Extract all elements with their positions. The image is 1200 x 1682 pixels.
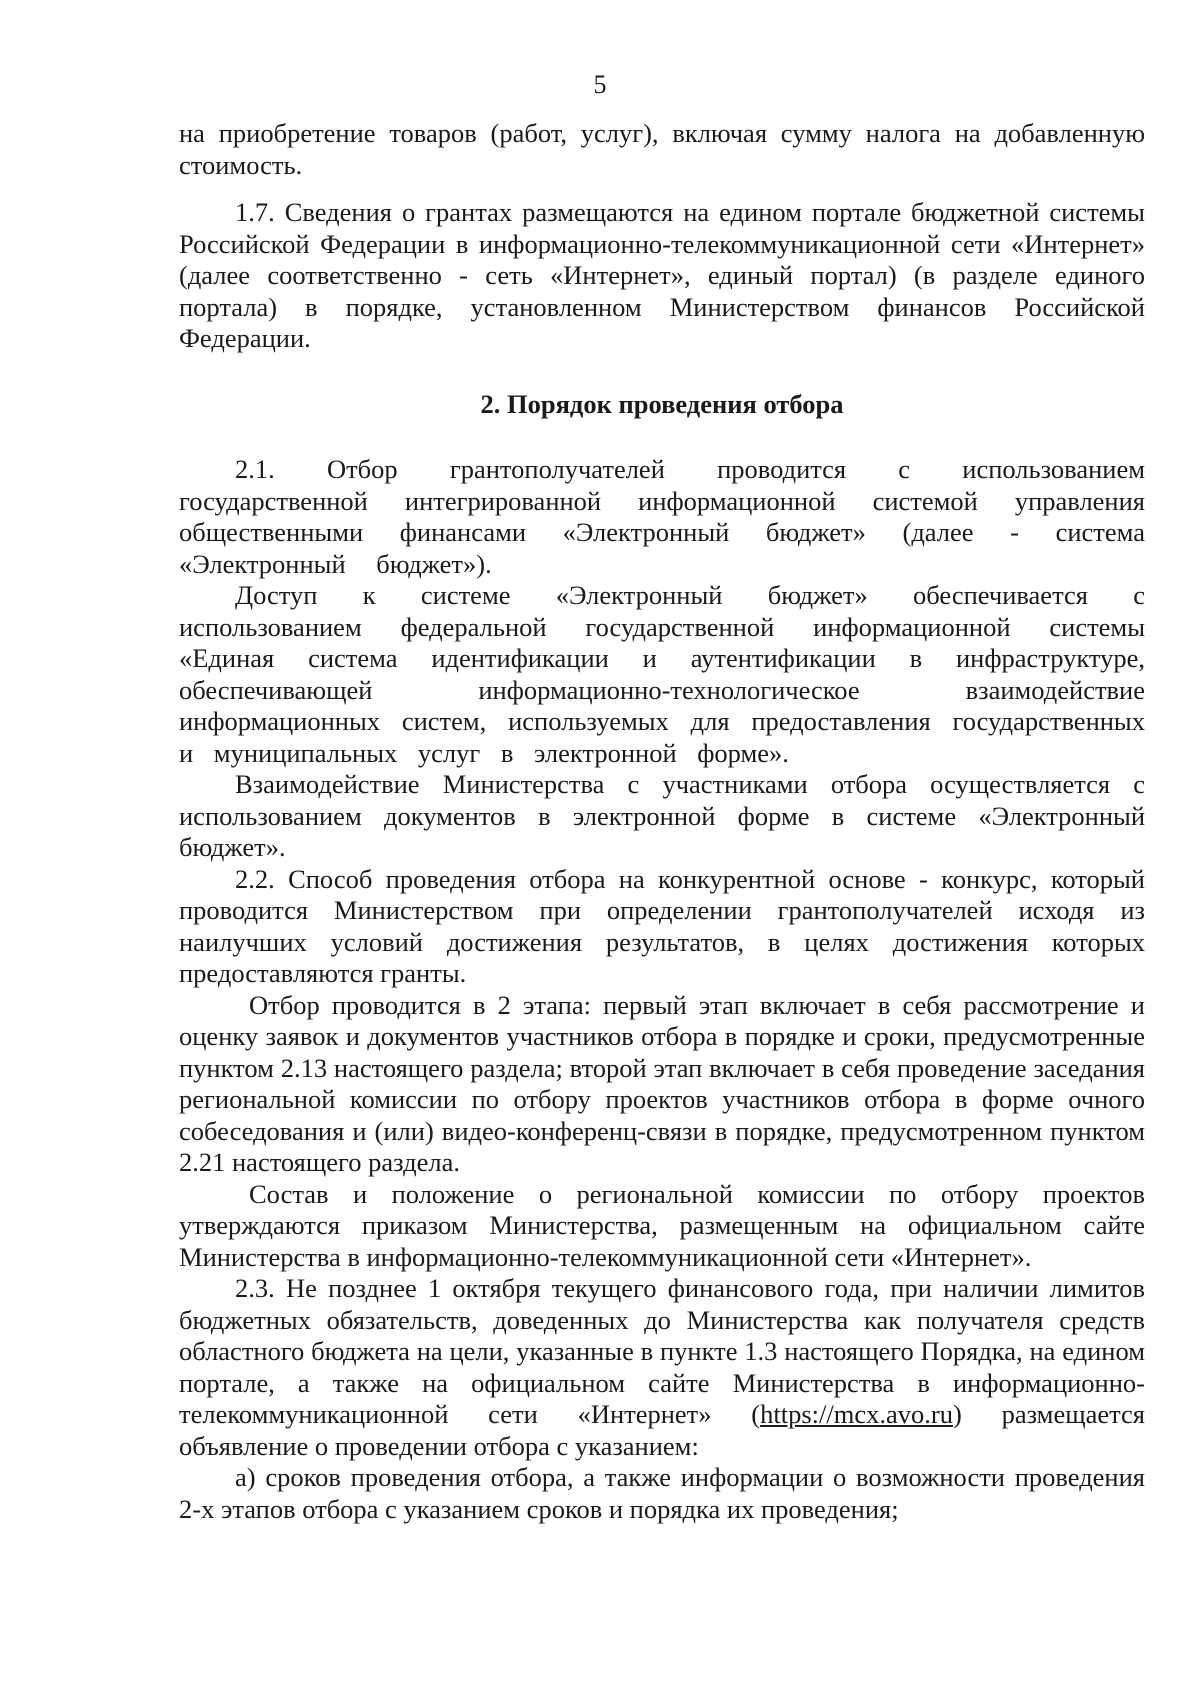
paragraph-2-3-text-start: 2.3. Не позднее 1 октября текущего финансового года, при наличии лимитов бюджетных обязательств, доведенных до Министерства как получателя средств областного бюджета на цели, указанные в пункте 1.3 настоящего Порядка, на едином портале, а также на официальном сайте Министерства в информационно-телекоммуникационной сети «Интернет» (	[179, 1273, 1145, 1429]
section-heading: 2. Порядок проведения отбора	[480, 388, 844, 419]
paragraph-commission: Состав и положение о региональной комиссии по отбору проектов утверждаются приказом Министерства, размещенным на официальном сайте Министерства в информационно-телекоммуникационной сети «Интернет».	[179, 1178, 1145, 1272]
document-body	[179, 118, 1145, 1525]
paragraph-2-3-text-end: ) размещается объявление о проведении отбора с указанием:	[179, 1399, 1145, 1461]
page-number: 5	[593, 70, 607, 99]
paragraph-item-a: а) сроков проведения отбора, а также информации о возможности проведения 2-х этапов отбора с указанием сроков и порядка их проведения;	[179, 1462, 1145, 1524]
paragraph-2-2: 2.2. Способ проведения отбора на конкурентной основе - конкурс, который проводится Министерством при определении грантополучателей исходя из наилучших условий достижения результатов, в целях достижения которых предоставляются гранты.	[179, 863, 1145, 988]
ministry-website-link[interactable]: https://mcx.avo.ru	[760, 1399, 953, 1429]
paragraph-stages: Отбор проводится в 2 этапа: первый этап включает в себя рассмотрение и оценку заявок и документов участников отбора в порядке и сроки, предусмотренные пунктом 2.13 настоящего раздела; второй этап включает в себя проведение заседания региональной комиссии по отбору проектов участников отбора в форме очного собеседования и (или) видео-конференц-связи в порядке, предусмотренном пунктом 2.21 настоящего раздела.	[179, 989, 1145, 1177]
paragraph-interaction: Взаимодействие Министерства с участниками отбора осуществляется с использованием документов в электронной форме в системе «Электронный бюджет».	[179, 769, 1145, 862]
paragraph-continuation: на приобретение товаров (работ, услуг), включая сумму налога на добавленную стоимость.	[179, 118, 1145, 180]
paragraph-access: Доступ к системе «Электронный бюджет» обеспечивается с использованием федеральной государственной информационной системы «Единая система идентификации и аутентификации в инфраструктуре, обеспечивающей информационно-технологическое взаимодействие информационных систем, используемых для предоставления государственных и муниципальных услуг в электронной форме».	[179, 580, 1145, 768]
paragraph-1-7: 1.7. Сведения о грантах размещаются на едином портале бюджетной системы Российской Федерации в информационно-телекоммуникационной сети «Интернет» (далее соответственно - сеть «Интернет», единый портал) (в разделе единого портала) в порядке, установленном Министерством финансов Российской Федерации.	[179, 197, 1145, 353]
paragraph-2-3	[179, 1273, 1145, 1462]
paragraph-2-1: 2.1. Отбор грантополучателей проводится с использованием государственной интегрированной информационной системой управления общественными финансами «Электронный бюджет» (далее - система «Электронный бюджет»).	[179, 454, 1145, 579]
